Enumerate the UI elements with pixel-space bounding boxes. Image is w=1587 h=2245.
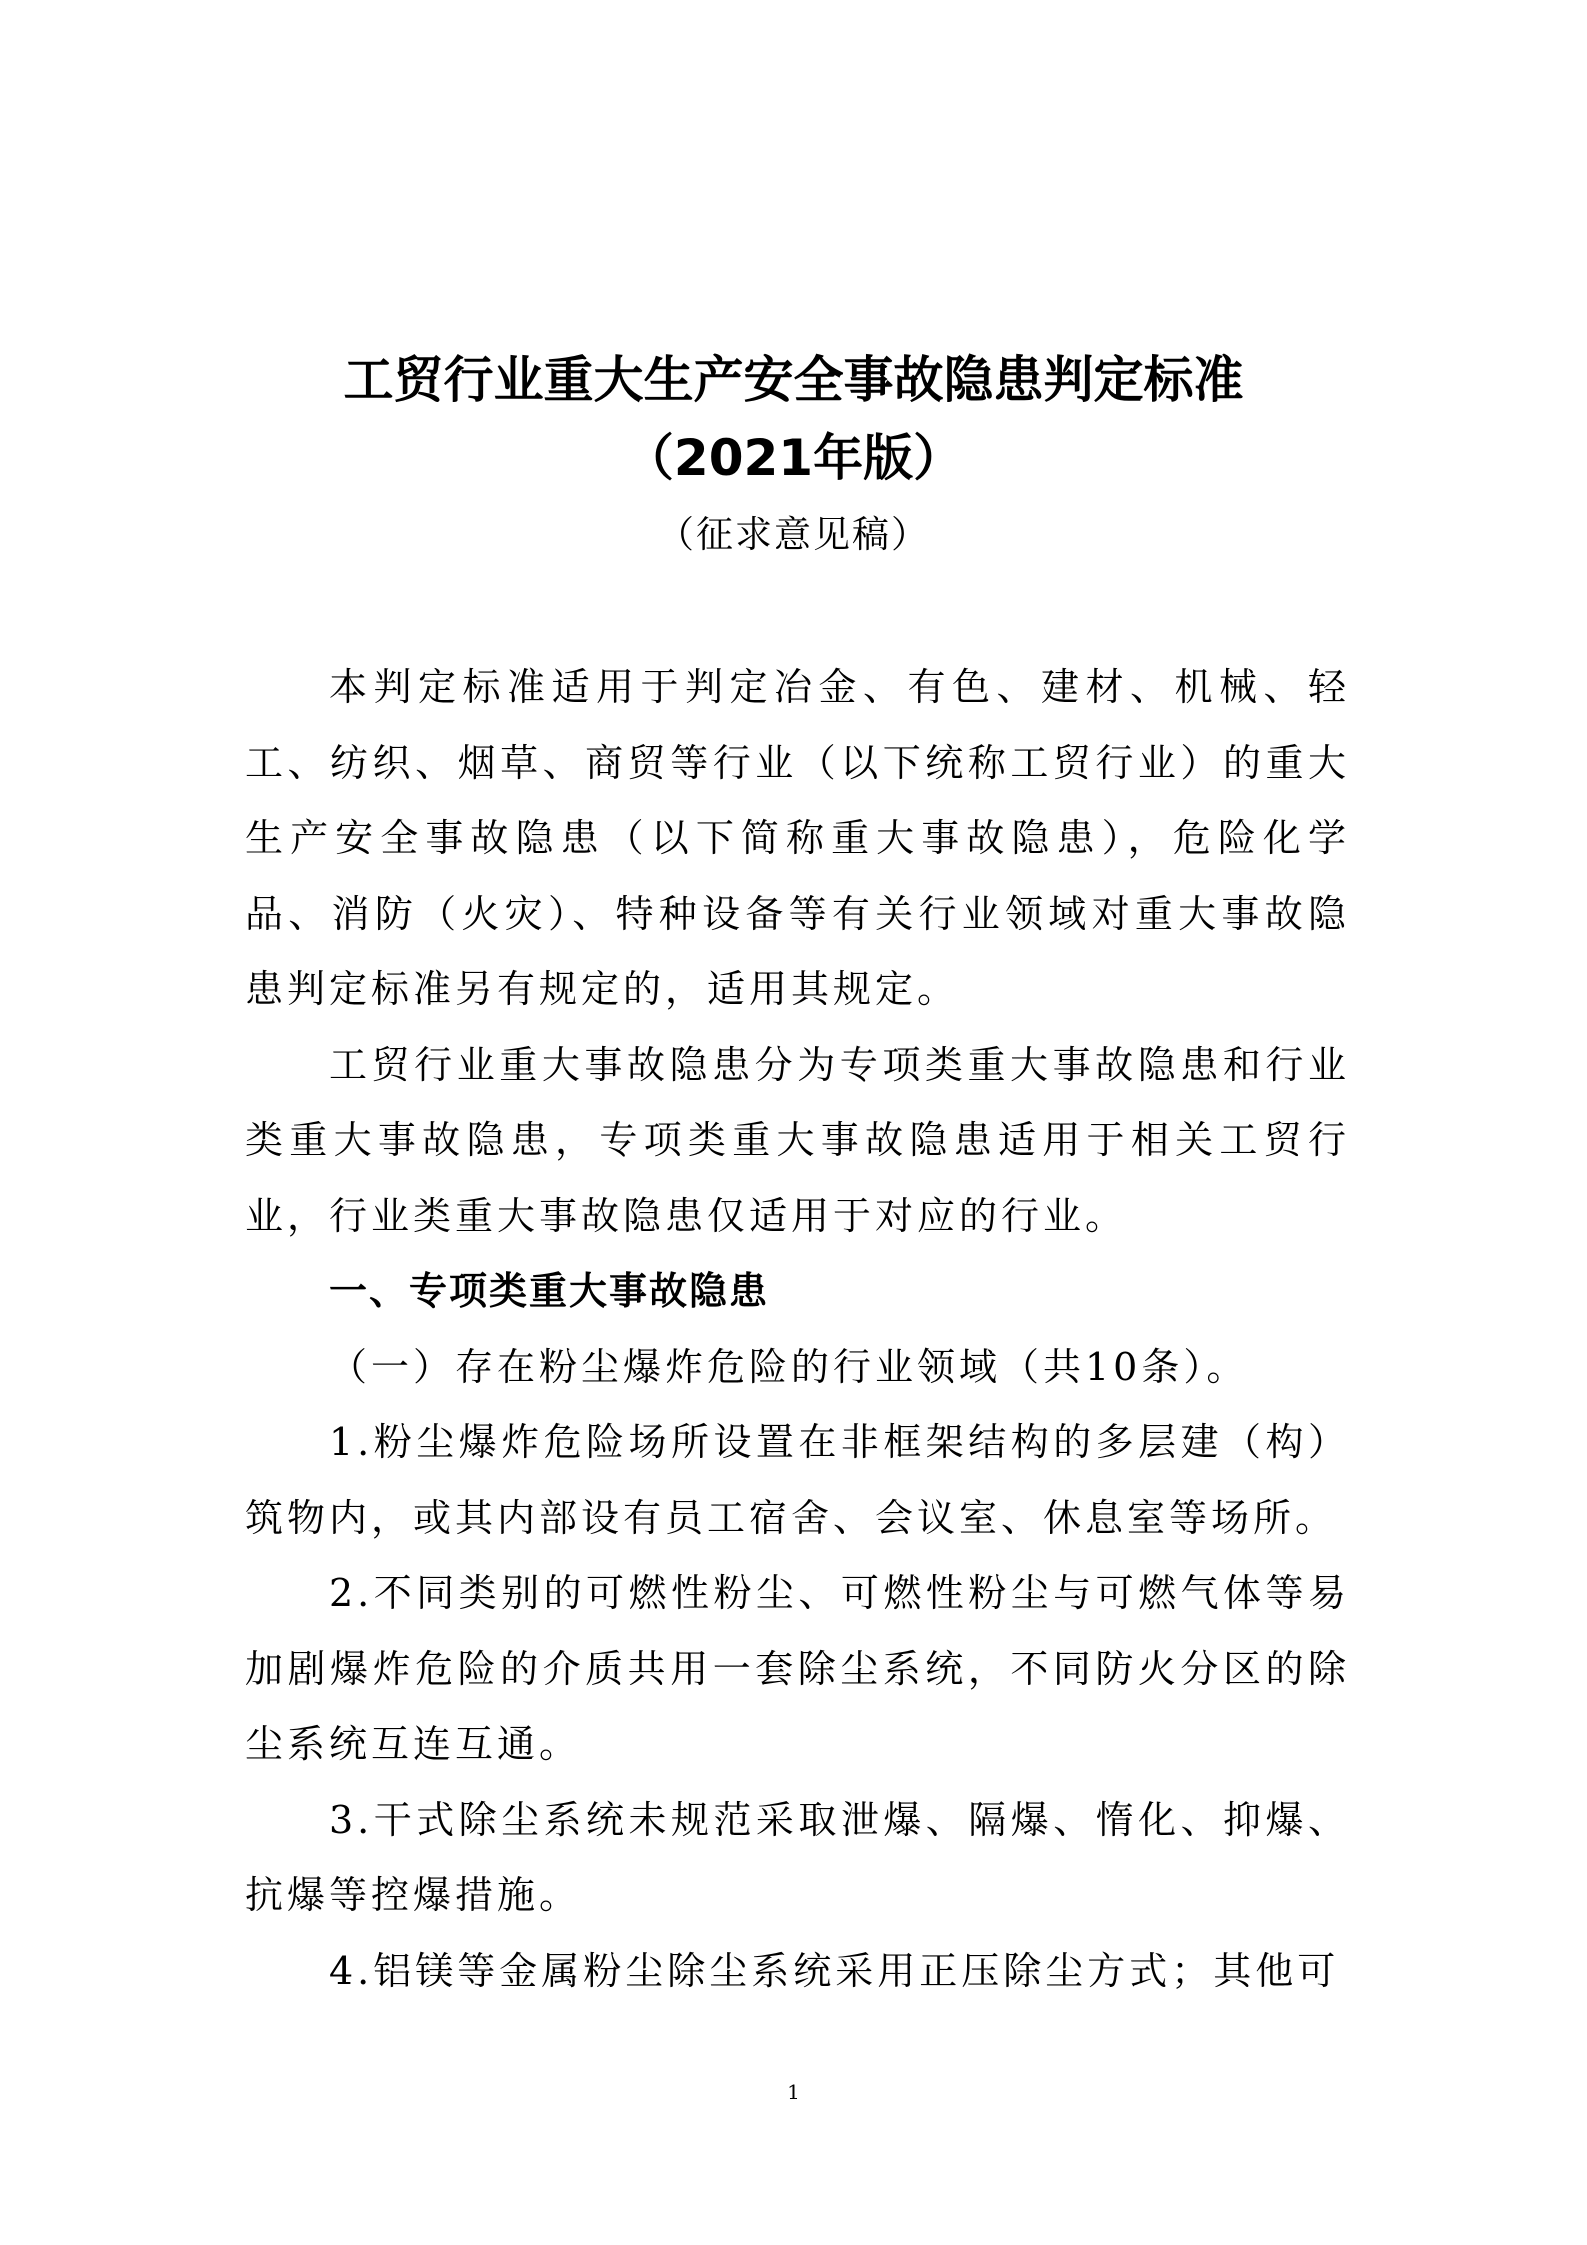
document-title: 工贸行业重大生产安全事故隐患判定标准 <box>343 351 1244 409</box>
document-body <box>245 650 1350 2009</box>
section-heading: 一、专项类重大事故隐患 <box>329 1269 770 1313</box>
page-number: 1 <box>787 2080 800 2104</box>
subsection-heading: （一）存在粉尘爆炸危险的行业领域（共10条）。 <box>329 1344 1249 1389</box>
intro-paragraph-scope: 本判定标准适用于判定冶金、有色、建材、机械、轻工、纺织、烟草、商贸等行业（以下统称工贸行业）的重大生产安全事故隐患（以下简称重大事故隐患），危险化学品、消防（火灾）、特种设备等有关行业领域对重大事故隐患判定标准另有规定的，适用其规定。 <box>245 665 1350 1011</box>
document-subtitle: （征求意见稿） <box>657 513 930 556</box>
list-item: 1.粉尘爆炸危险场所设置在非框架结构的多层建（构）筑物内，或其内部设有员工宿舍、会议室、休息室等场所。 <box>245 1420 1350 1540</box>
intro-paragraph-classification: 工贸行业重大事故隐患分为专项类重大事故隐患和行业类重大事故隐患，专项类重大事故隐患适用于相关工贸行业，行业类重大事故隐患仅适用于对应的行业。 <box>245 1042 1350 1238</box>
list-item: 4.铝镁等金属粉尘除尘系统采用正压除尘方式；其他可 <box>329 1948 1340 1993</box>
list-item: 2.不同类别的可燃性粉尘、可燃性粉尘与可燃气体等易加剧爆炸危险的介质共用一套除尘系统，不同防火分区的除尘系统互连互通。 <box>245 1571 1350 1766</box>
document-title-edition: （2021年版） <box>623 429 964 487</box>
list-item: 3.干式除尘系统未规范采取泄爆、隔爆、惰化、抑爆、抗爆等控爆措施。 <box>245 1797 1350 1917</box>
